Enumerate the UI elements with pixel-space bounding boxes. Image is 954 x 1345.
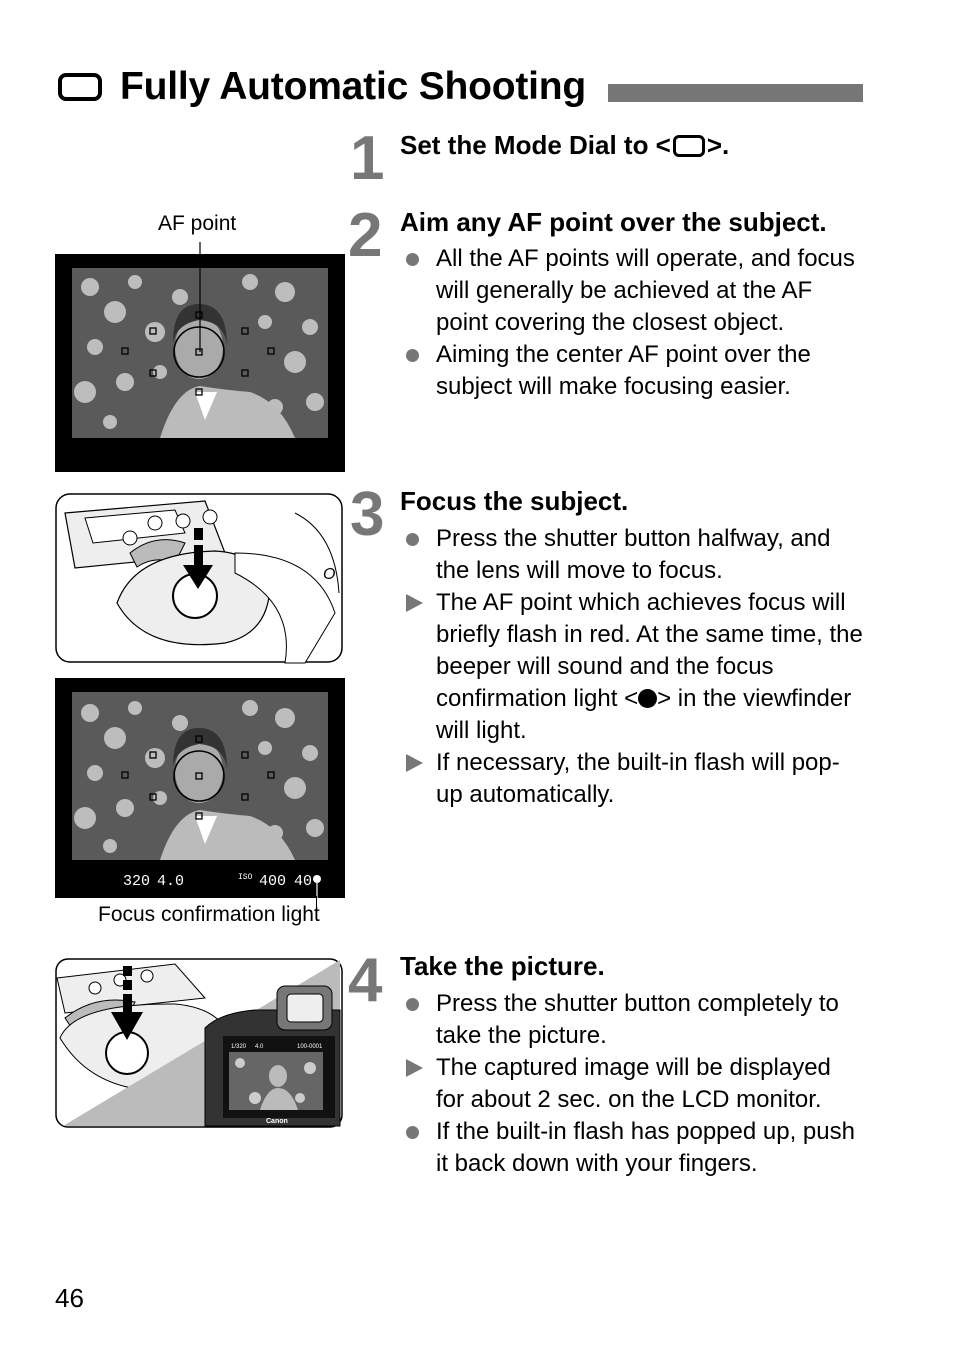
bullet-dot-icon <box>405 243 425 275</box>
step-1-heading-pre: Set the Mode Dial to < <box>400 130 671 160</box>
page-number: 46 <box>55 1283 84 1313</box>
af-point-caption: AF point <box>158 212 237 235</box>
page-title: Fully Automatic Shooting <box>120 65 587 108</box>
step-2-content <box>400 205 865 403</box>
step-4-heading: Take the picture. <box>400 951 605 981</box>
bullet-dot-icon <box>405 988 425 1020</box>
result-triangle-icon <box>405 747 425 779</box>
bullet-dot-icon <box>405 1116 425 1148</box>
vf-iso-label: ISO <box>238 873 253 882</box>
lcd-aperture-value: 4.0 <box>255 1044 264 1050</box>
step-4-content <box>400 949 865 1180</box>
list-item: Press the shutter button halfway, and the lens will move to focus. <box>400 523 865 587</box>
viewfinder-focus-illustration <box>55 678 345 900</box>
lcd-brand-label: Canon <box>266 1118 288 1125</box>
step-1-heading-post: >. <box>706 130 730 160</box>
focus-confirmation-icon <box>638 689 657 708</box>
list-item: Press the shutter button completely to take the picture. <box>400 988 865 1052</box>
result-triangle-icon <box>405 587 425 619</box>
full-auto-mode-icon <box>58 73 102 101</box>
list-item: Aiming the center AF point over the subject will make focusing easier. <box>400 339 865 403</box>
vf-aperture-value: 4.0 <box>157 873 185 890</box>
shutter-half-press-illustration <box>55 493 345 665</box>
step-2-number: 2 <box>348 201 383 270</box>
step-3-heading: Focus the subject. <box>400 486 629 516</box>
step-3-bullets <box>400 523 865 811</box>
lcd-file-number: 100-0001 <box>297 1044 323 1050</box>
step-2-heading: Aim any AF point over the subject. <box>400 207 827 237</box>
svg-text:O: O <box>323 566 336 583</box>
list-item: If necessary, the built-in flash will pop-up automatically. <box>400 747 865 811</box>
lcd-shutter-value: 1/320 <box>231 1044 247 1050</box>
viewfinder-af-illustration <box>55 242 345 472</box>
vf-iso-value: 400 <box>259 873 287 890</box>
list-item: The AF point which achieves focus will briefly flash in red. At the same time, the beeper will sound and the focus confirmation light < > in the viewfinder will light. <box>400 587 865 747</box>
bullet-dot-icon <box>405 523 425 555</box>
step-3-content <box>400 484 865 811</box>
bullet-dot-icon <box>405 339 425 371</box>
step-1-number: 1 <box>350 124 385 193</box>
vf-shots-value: 40 <box>294 873 313 890</box>
list-item: All the AF points will operate, and focus will generally be achieved at the AF point covering the closest object. <box>400 243 865 339</box>
step-4-bullets <box>400 988 865 1180</box>
focus-confirmation-light-icon <box>313 875 321 883</box>
step-1-heading <box>400 128 860 163</box>
focus-confirmation-caption: Focus confirmation light <box>98 903 320 926</box>
title-decoration-bar <box>608 84 863 102</box>
list-item: The captured image will be displayed for about 2 sec. on the LCD monitor. <box>400 1052 865 1116</box>
list-item: If the built-in flash has popped up, push it back down with your fingers. <box>400 1116 865 1180</box>
vf-shutter-value: 320 <box>123 873 151 890</box>
shutter-full-press-illustration <box>55 958 345 1130</box>
full-auto-mode-icon <box>673 135 705 157</box>
section-header <box>58 62 586 112</box>
step-4-number: 4 <box>348 946 383 1015</box>
step-2-bullets <box>400 243 865 403</box>
result-triangle-icon <box>405 1052 425 1084</box>
step-3-number: 3 <box>350 480 385 549</box>
